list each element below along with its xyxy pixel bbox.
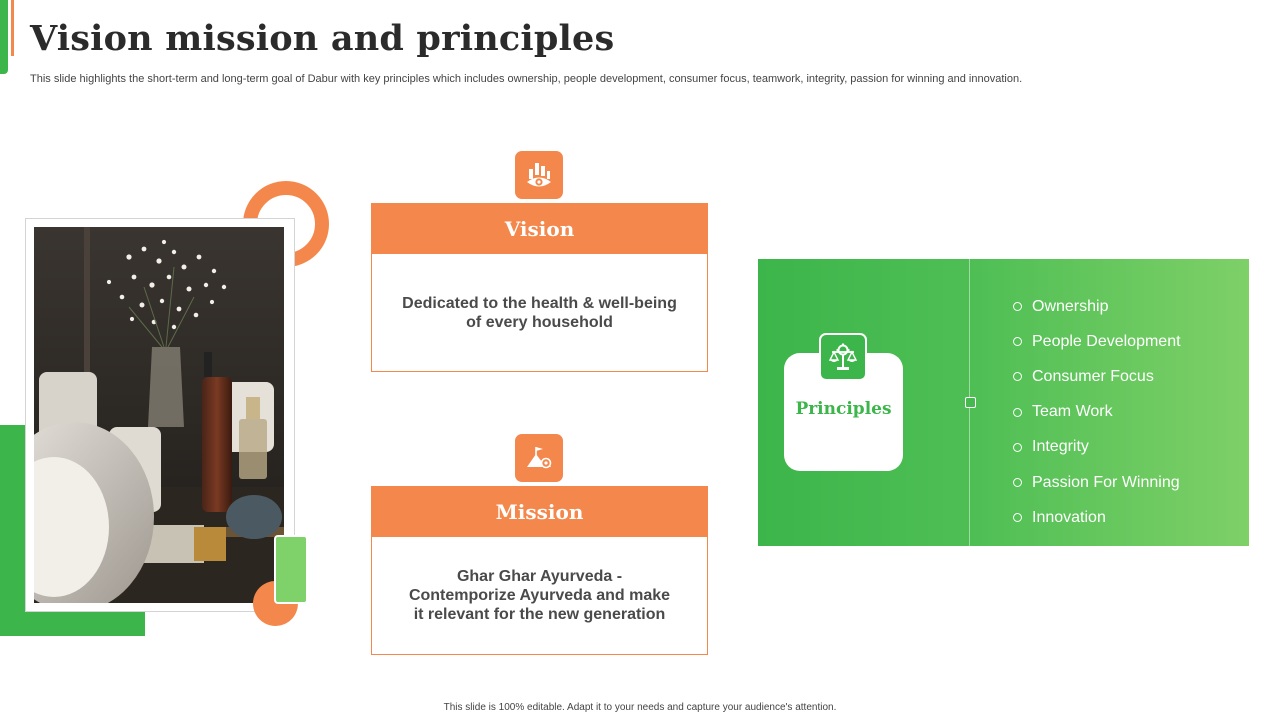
vision-text: Dedicated to the health & well-being of every household — [371, 254, 708, 372]
slide-title: Vision mission and principles — [30, 18, 615, 59]
principle-label: Consumer Focus — [1032, 367, 1154, 385]
list-item — [1013, 395, 1181, 430]
principles-panel — [758, 259, 1249, 546]
scales-gear-icon — [827, 341, 859, 373]
vision-icon — [515, 151, 563, 199]
principle-label: Ownership — [1032, 297, 1109, 315]
eye-building-icon — [524, 160, 554, 190]
bullet-icon — [1013, 302, 1022, 311]
bullet-icon — [1013, 372, 1022, 381]
footer-note: This slide is 100% editable. Adapt it to your needs and capture your audience's attention. — [443, 702, 837, 713]
list-item — [1013, 500, 1181, 535]
connector-node — [965, 397, 976, 408]
bathroom-shelf-photo — [34, 227, 284, 603]
list-item — [1013, 359, 1181, 394]
mountain-flag-icon — [524, 443, 554, 473]
bullet-icon — [1013, 337, 1022, 346]
principle-label: Passion For Winning — [1032, 473, 1180, 491]
principle-label: Integrity — [1032, 438, 1089, 456]
mission-header: Mission — [371, 486, 708, 537]
decorative-green-pill — [274, 535, 308, 604]
mission-icon — [515, 434, 563, 482]
photo-illustration — [34, 227, 284, 603]
mission-text: Ghar Ghar Ayurveda - Contemporize Ayurveda and make it relevant for the new generation — [371, 537, 708, 655]
bullet-icon — [1013, 513, 1022, 522]
bullet-icon — [1013, 478, 1022, 487]
list-item — [1013, 430, 1181, 465]
bullet-icon — [1013, 443, 1022, 452]
list-item — [1013, 289, 1181, 324]
principle-label: Team Work — [1032, 403, 1113, 421]
bullet-icon — [1013, 408, 1022, 417]
accent-bar-green — [0, 0, 8, 74]
principles-list — [1013, 289, 1181, 535]
slide-subtitle: This slide highlights the short-term and long-term goal of Dabur with key principles which includes ownership, people development, consumer focus, teamwork, integrity, passion for winning and innovation. — [30, 73, 1023, 85]
vision-header: Vision — [371, 203, 708, 254]
accent-bar-orange — [11, 0, 14, 56]
principles-title: Principles — [795, 399, 892, 419]
list-item — [1013, 465, 1181, 500]
list-item — [1013, 324, 1181, 359]
principle-label: People Development — [1032, 332, 1181, 350]
principle-label: Innovation — [1032, 508, 1106, 526]
principles-icon — [819, 333, 867, 381]
